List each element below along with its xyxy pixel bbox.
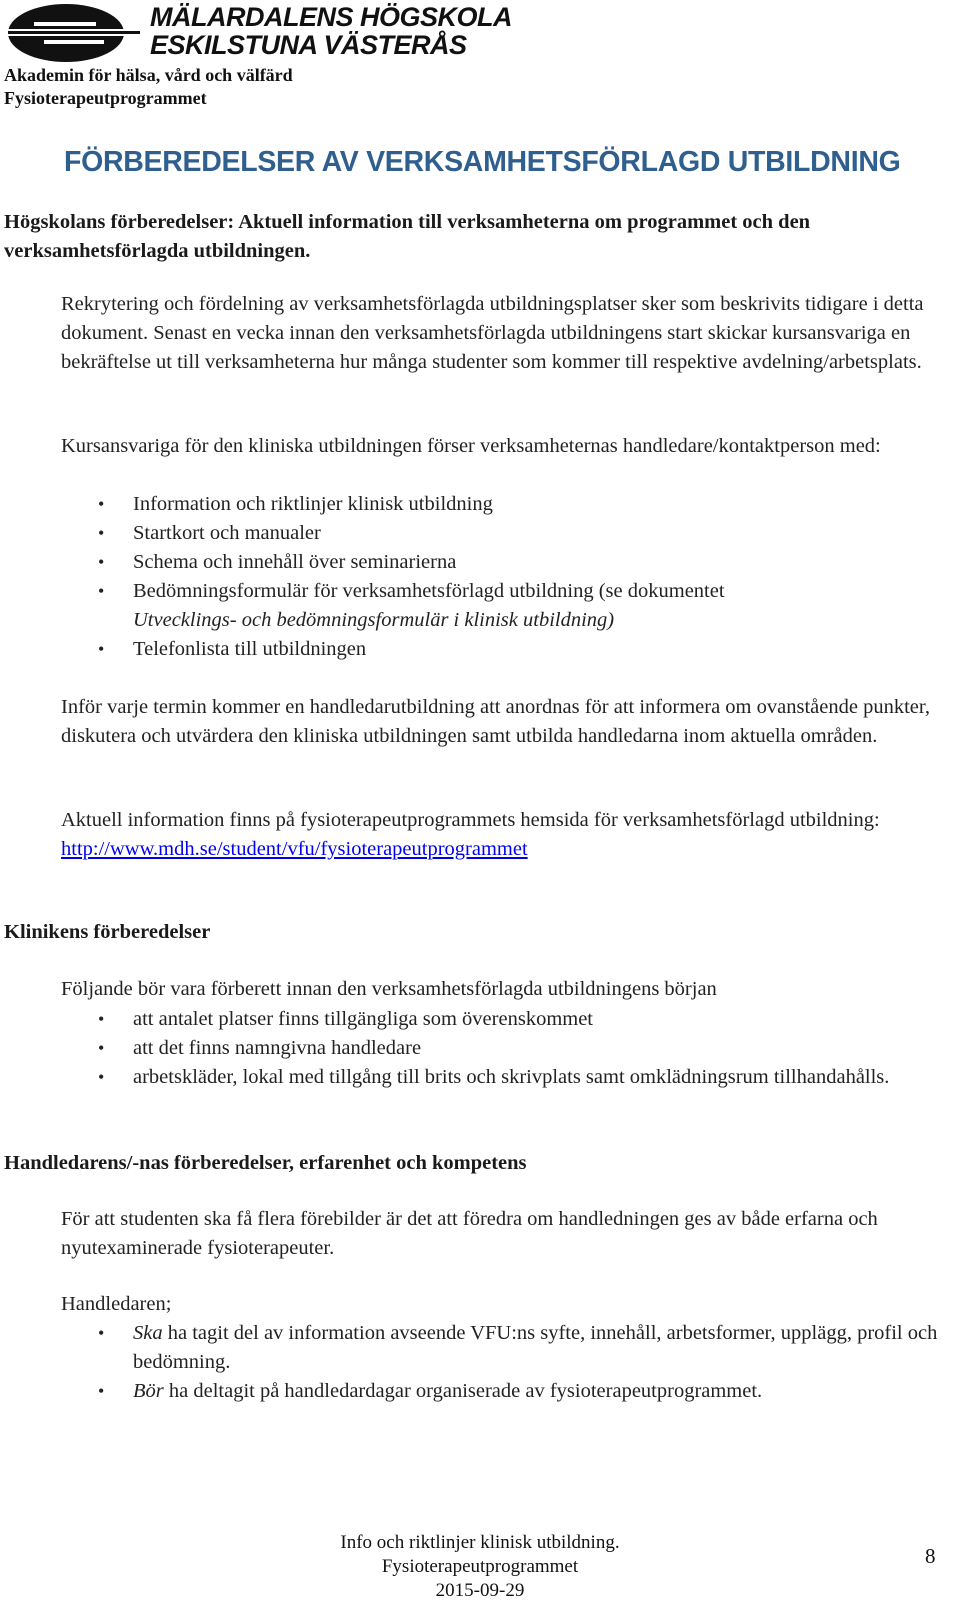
section-heading-supervisor: Handledarens/-nas förberedelser, erfarenhet och kompetens (4, 1152, 527, 1174)
paragraph-supervisor-training: Inför varje termin kommer en handledarutbildning att anordnas för att informera om ovanstående punkter, diskutera och utvärdera den kliniska utbildningen samt utbilda handledarna inom aktuella områden. (61, 696, 930, 747)
list-item: • Schema och innehåll över seminarierna (61, 548, 951, 577)
footer-program: Fysioterapeutprogrammet (381, 1556, 579, 1577)
bullet-icon: • (98, 581, 105, 601)
paragraph-clinic-intro: Följande bör vara förberett innan den verksamhetsförlagda utbildningens början (61, 978, 717, 1000)
list-item: • Startkort och manualer (61, 519, 951, 548)
department-name: Akademin för hälsa, vård och välfärd (4, 65, 293, 85)
university-logo (4, 2, 512, 64)
bullet-icon: • (98, 552, 105, 572)
paragraph-supervisor-label: Handledaren; (61, 1293, 172, 1315)
list-clinic-prep (61, 1005, 951, 1092)
list-item: • Bör ha deltagit på handledardagar organiserade av fysioterapeutprogrammet. (61, 1377, 951, 1406)
bullet-icon: • (98, 1009, 105, 1029)
logo-emblem-icon (4, 2, 144, 64)
bullet-icon: • (98, 1381, 105, 1401)
bullet-icon: • (98, 1038, 105, 1058)
bullet-icon: • (98, 1067, 105, 1087)
paragraph-recruitment: Rekrytering och fördelning av verksamhetsförlagda utbildningsplatser sker som beskrivits tidigare i detta dokument. Senast en vecka innan den verksamhetsförlagda utbildningens start skickar kursansvariga en bekräftelse ut till verksamheterna hur många studenter som kommer till respektive avdelning/arbetsplats. (61, 293, 924, 373)
list-item: • Ska ha tagit del av information avseende VFU:ns syfte, innehåll, arbetsformer, upplägg, profil och bedömning. (61, 1319, 951, 1377)
paragraph-role-models: För att studenten ska få flera förebilder är det att föredra om handledningen ges av både erfarna och nyutexaminerade fysioterapeuter. (61, 1208, 878, 1259)
page-title: FÖRBEREDELSER AV VERKSAMHETSFÖRLAGD UTBILDNING (64, 146, 901, 178)
list-supervisor-requirements (61, 1319, 951, 1406)
bullet-icon: • (98, 523, 105, 543)
paragraph-website-info: Aktuell information finns på fysioterapeutprogrammets hemsida för verksamhetsförlagd utbildning: http://www.mdh.se/student/vfu/fysioterapeutprogrammet (61, 809, 880, 860)
paragraph-course-responsible: Kursansvariga för den kliniska utbildningen förser verksamheternas handledare/kontaktperson med: (61, 435, 881, 457)
footer-doc-title: Info och riktlinjer klinisk utbildning. (340, 1532, 620, 1553)
document-title-italic: Utvecklings- och bedömningsformulär i klinisk utbildning) (133, 609, 615, 631)
list-item: • att antalet platser finns tillgängliga som överenskommet (61, 1005, 951, 1034)
list-item: • arbetskläder, lokal med tillgång till brits och skrivplats samt omklädningsrum tillhandahålls. (61, 1063, 951, 1092)
program-name: Fysioterapeutprogrammet (4, 88, 207, 108)
section-heading-university: Högskolans förberedelser: Aktuell information till verksamheterna om programmet och den verksamhetsförlagda utbildningen. (4, 211, 811, 262)
list-item: • Telefonlista till utbildningen (61, 635, 951, 664)
list-item: • Information och riktlinjer klinisk utbildning (61, 490, 951, 519)
section-heading-clinic: Klinikens förberedelser (4, 921, 211, 943)
vfu-website-link[interactable]: http://www.mdh.se/student/vfu/fysioterapeutprogrammet (61, 838, 528, 860)
bullet-icon: • (98, 494, 105, 514)
footer-date: 2015-09-29 (435, 1580, 525, 1601)
list-item: • att det finns namngivna handledare (61, 1034, 951, 1063)
bullet-icon: • (98, 1323, 105, 1343)
list-materials (61, 490, 951, 664)
page-number: 8 (925, 1544, 936, 1568)
bullet-icon: • (98, 639, 105, 659)
logo-text-line1: MÄLARDALENS HÖGSKOLA (150, 2, 512, 32)
logo-text-line2: ESKILSTUNA VÄSTERÅS (150, 30, 467, 60)
list-item: • Bedömningsformulär för verksamhetsförlagd utbildning (se dokumentet Utvecklings- och bedömningsformulär i klinisk utbildning) (61, 577, 951, 635)
